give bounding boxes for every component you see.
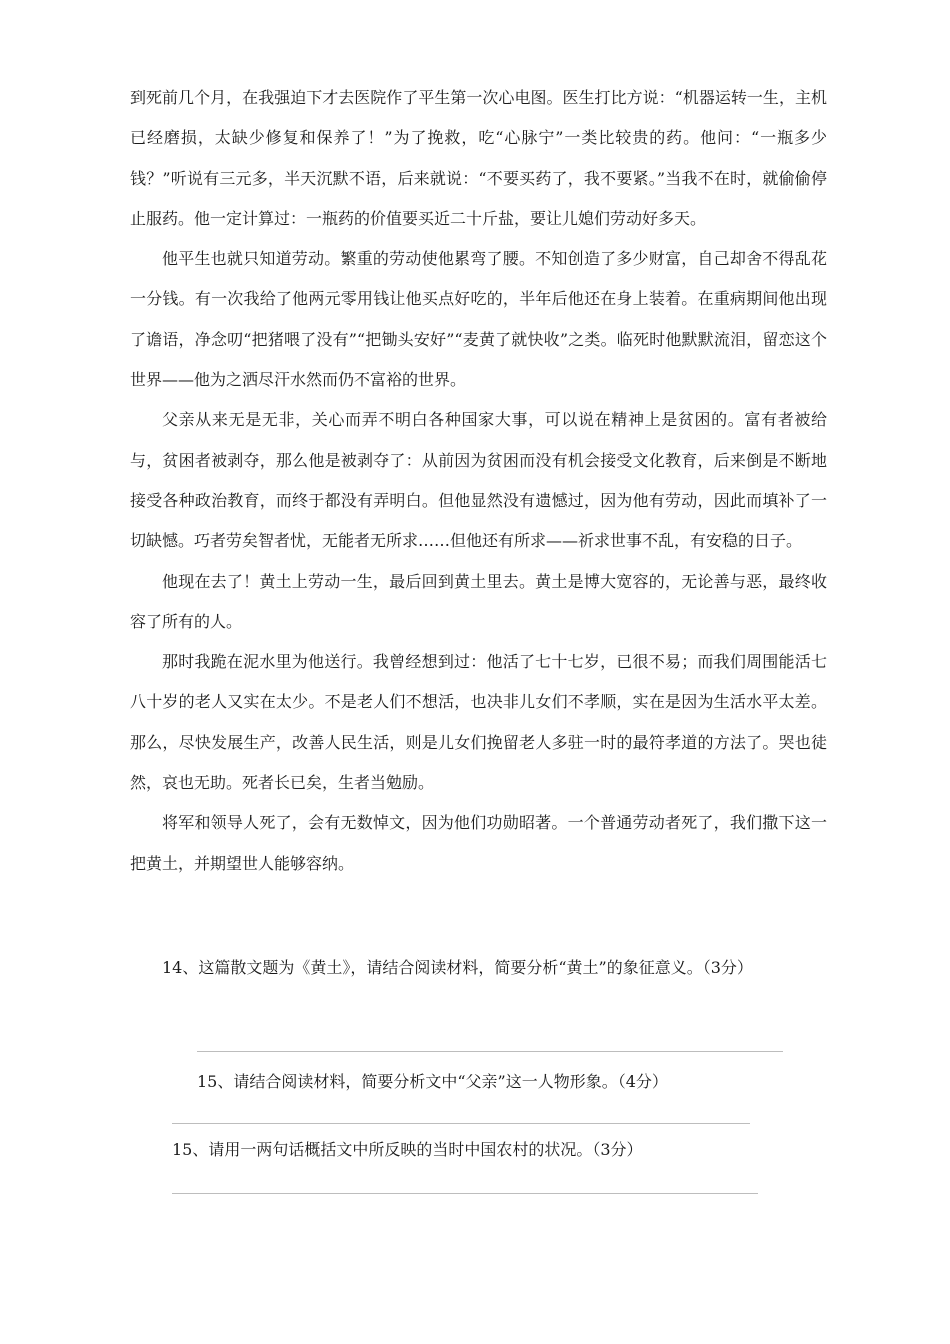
- answer-line-14[interactable]: [197, 1051, 783, 1052]
- question-15-village: 15、请用一两句话概括文中所反映的当时中国农村的状况。（3分）: [172, 1140, 643, 1159]
- answer-line-15-village[interactable]: [172, 1193, 758, 1194]
- paragraph-2: 他平生也就只知道劳动。繁重的劳动使他累弯了腰。不知创造了多少财富，自己却舍不得乱花一分钱。有一次我给了他两元零用钱让他买点好吃的，半年后他还在身上装着。在重病期间他出现了谵语，净念叨“把猪喂了没有”“把锄头安好”“麦黄了就快收”之类。临死时他默默流泪，留恋这个世界——他为之洒尽汗水然而仍不富裕的世界。: [130, 249, 827, 390]
- answer-line-15-character[interactable]: [172, 1123, 750, 1124]
- paragraph-3: 父亲从来无是无非，关心而弄不明白各种国家大事，可以说在精神上是贫困的。富有者被给与，贫困者被剥夺，那么他是被剥夺了：从前因为贫困而没有机会接受文化教育，后来倒是不断地接受各种政治教育，而终于都没有弄明白。但他显然没有遗憾过，因为他有劳动，因此而填补了一切缺憾。巧者劳矣智者忧，无能者无所求……但他还有所求——祈求世事不乱，有安稳的日子。: [130, 410, 827, 551]
- article-body: [130, 78, 827, 884]
- paragraph-5: 那时我跪在泥水里为他送行。我曾经想到过：他活了七十七岁，已很不易；而我们周围能活七八十岁的老人又实在太少。不是老人们不想活，也决非儿女们不孝顺，实在是因为生活水平太差。那么，尽快发展生产，改善人民生活，则是儿女们挽留老人多驻一时的最符孝道的方法了。哭也徒然，哀也无助。死者长已矣，生者当勉励。: [130, 652, 827, 793]
- paragraph-4: 他现在去了！黄土上劳动一生，最后回到黄土里去。黄土是博大宽容的，无论善与恶，最终收容了所有的人。: [130, 571, 827, 631]
- question-15-character: 15、请结合阅读材料，简要分析文中“父亲”这一人物形象。（4分）: [197, 1072, 668, 1091]
- paragraph-6: 将军和领导人死了，会有无数悼文，因为他们功勋昭著。一个普通劳动者死了，我们撒下这一把黄土，并期望世人能够容纳。: [130, 813, 827, 873]
- question-14: 14、这篇散文题为《黄土》，请结合阅读材料，简要分析“黄土”的象征意义。（3分）: [162, 958, 753, 977]
- paragraph-1: 到死前几个月，在我强迫下才去医院作了平生第一次心电图。医生打比方说：“机器运转一生，主机已经磨损，太缺少修复和保养了！”为了挽救，吃“心脉宁”一类比较贵的药。他问：“一瓶多少钱？”听说有三元多，半天沉默不语，后来就说：“不要买药了，我不要紧。”当我不在时，就偷偷停止服药。他一定计算过：一瓶药的价值要买近二十斤盐，要让儿媳们劳动好多天。: [130, 88, 827, 228]
